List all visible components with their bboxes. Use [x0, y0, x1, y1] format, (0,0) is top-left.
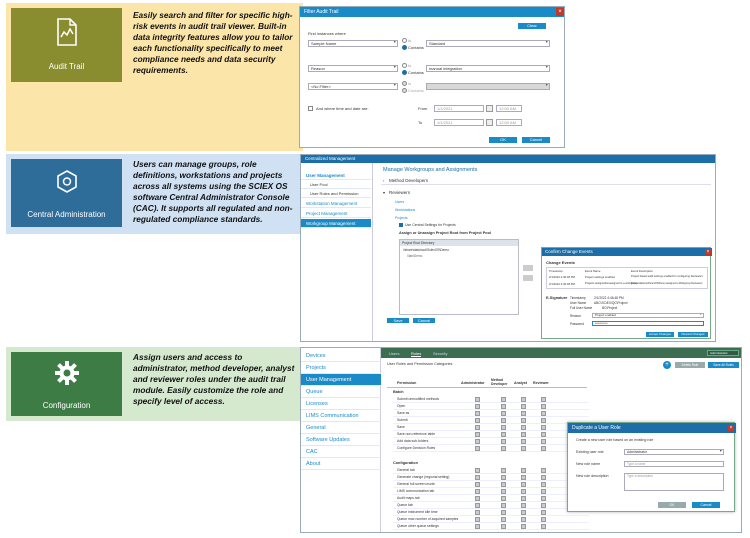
cm-sidebar [301, 163, 373, 342]
permission-row [393, 417, 589, 424]
permission-checkbox[interactable] [541, 404, 546, 409]
sidebar-item-queue[interactable]: Queue [301, 386, 381, 398]
permission-checkbox[interactable] [501, 482, 506, 487]
project-root-header [400, 240, 518, 246]
permission-row [393, 488, 589, 495]
event-name: Projects assigned/unassigned to a workgroup [585, 282, 638, 285]
audit-trail-description: Easily search and filter for specific high-risk events in audit trail viewer. Built-in data integrity features allow you to tailor each functionality specifically to meet compliance needs and data security requirements. [133, 10, 293, 75]
to-date-input[interactable]: 1/1/2021 [434, 119, 484, 126]
permission-checkbox[interactable] [521, 432, 526, 437]
username-value: ABC\SCIEX\QC\Project [594, 301, 628, 305]
filter-contains-radio-2[interactable] [402, 70, 407, 75]
permission-checkbox[interactable] [501, 475, 506, 480]
sub-users-link[interactable]: Users [395, 200, 405, 204]
permission-checkbox[interactable] [501, 446, 506, 451]
permission-label: Save as [397, 411, 410, 415]
permission-checkbox[interactable] [541, 397, 546, 402]
permission-row [393, 403, 589, 410]
sidebar-item-about[interactable]: About [301, 458, 381, 470]
new-role-description-label: New role description [576, 474, 609, 478]
permission-checkbox[interactable] [475, 503, 480, 508]
permission-checkbox[interactable] [501, 524, 506, 529]
sidebar-item-user-management[interactable]: User Management [301, 374, 381, 386]
permission-checkbox[interactable] [475, 418, 480, 423]
events-col-description: Event Description [631, 269, 653, 273]
timestamp-value: 2/1/2022 4:46:48 PM [594, 296, 624, 300]
use-central-label: Use Central Settings for Projects [405, 223, 456, 227]
delete-role-button[interactable]: Delete Role [675, 362, 705, 368]
close-icon[interactable]: × [706, 249, 710, 255]
permission-row [393, 410, 589, 417]
permission-checkbox[interactable] [521, 517, 526, 522]
cm-titlebar [301, 155, 716, 163]
configuration-description: Assign users and access to administrator, method developer, analyst and reviewer roles under the audit trail module. Easily customize the role and specify level of access. [133, 352, 295, 406]
permission-checkbox[interactable] [541, 468, 546, 473]
permission-checkbox[interactable] [521, 475, 526, 480]
permission-row [393, 424, 589, 431]
audit-trail-tile [11, 8, 122, 82]
central-admin-tile [11, 159, 122, 227]
permission-label: Configure Decision Rules [397, 446, 436, 450]
permission-checkbox[interactable] [475, 524, 480, 529]
permission-checkbox[interactable] [475, 489, 480, 494]
filter-is-radio-1[interactable] [402, 38, 407, 43]
nav-user-management[interactable]: User Management [301, 171, 371, 180]
permission-checkbox[interactable] [475, 425, 480, 430]
permission-checkbox[interactable] [501, 468, 506, 473]
permission-checkbox[interactable] [521, 503, 526, 508]
audit-trail-section [6, 3, 742, 151]
configuration-window [300, 347, 742, 533]
permission-label: Queue instrument idle time [397, 510, 438, 514]
chevron-down-icon: ▾ [383, 190, 386, 195]
date-filter-checkbox[interactable] [308, 106, 313, 111]
accept-changes-button[interactable]: Accept Changes [646, 332, 674, 337]
configuration-permissions-group [393, 461, 593, 533]
username-label: User Name [570, 301, 587, 305]
filter-field-select-3[interactable]: <No Filter> ▾ [308, 83, 398, 90]
cm-save-button[interactable]: Save [387, 318, 409, 323]
reviewers-label: Reviewers [389, 190, 411, 195]
col-reviewer: Reviewer [533, 381, 549, 385]
reason-label: Reason [570, 314, 581, 318]
filter-field-select-2[interactable]: Reason ▾ [308, 65, 398, 72]
duplicate-ok-button[interactable]: OK [658, 502, 686, 508]
duplicate-titlebar [568, 423, 736, 433]
permission-label: Audit maps tab [397, 496, 420, 500]
central-admin-section [6, 154, 742, 344]
cube-icon [55, 169, 79, 195]
permission-row [393, 523, 589, 530]
sidebar-item-projects[interactable]: Projects [301, 362, 381, 374]
permission-label: General full screen mode [397, 482, 435, 486]
clear-button[interactable]: Clear [518, 23, 546, 29]
event-timestamp: 2/1/2022 4:46:48 PM [549, 275, 575, 279]
nav-project-management[interactable]: Project Management [301, 209, 371, 218]
permission-checkbox[interactable] [501, 397, 506, 402]
col-permission: Permission [397, 381, 417, 385]
new-role-description-input[interactable]: Type a description [624, 473, 724, 491]
confirm-change-dialog [541, 247, 711, 339]
duplicate-intro: Create a new user role based on an existing role [576, 438, 654, 442]
event-name: Project settings enabled [585, 275, 615, 279]
move-arrow-button-2[interactable] [523, 275, 533, 281]
config-sidebar [301, 348, 381, 533]
filter-contains-label-2: Contains [408, 70, 424, 75]
permission-checkbox[interactable] [521, 411, 526, 416]
duplicate-role-dialog [567, 422, 735, 512]
project-root-header-label: Project Root Directory [402, 241, 435, 245]
change-events-label: Change Events [546, 260, 575, 265]
permission-row [393, 481, 589, 488]
permission-checkbox[interactable] [521, 489, 526, 494]
audit-trail-icon [56, 18, 78, 46]
batch-permissions-group [393, 390, 593, 460]
use-central-checkbox[interactable] [399, 223, 403, 227]
filter-contains-radio-3[interactable] [402, 88, 407, 93]
duplicate-cancel-button[interactable]: Cancel [692, 502, 720, 508]
project-root-list [399, 239, 519, 315]
permission-checkbox[interactable] [541, 432, 546, 437]
permission-label: Add data sub-folders [397, 439, 429, 443]
roles-subtitle: User Roles and Permission Categories [387, 362, 453, 366]
permission-row [393, 396, 589, 403]
filter-value-select-2[interactable]: manual integration ▾ [426, 65, 550, 72]
permissions-header [387, 378, 587, 388]
permission-checkbox[interactable] [541, 425, 546, 430]
permission-row [393, 516, 589, 523]
from-date-input[interactable]: 1/1/2021 [434, 105, 484, 112]
nav-user-roles[interactable]: User Roles and Permission [301, 189, 371, 198]
batch-group-label: Batch [393, 390, 404, 394]
to-calendar-icon[interactable] [486, 119, 493, 126]
config-topbar [381, 348, 742, 358]
filter-is-radio-3[interactable] [402, 81, 407, 86]
find-instances-label: Find instances where [308, 31, 346, 36]
permission-checkbox[interactable] [501, 418, 506, 423]
permission-checkbox[interactable] [541, 418, 546, 423]
existing-role-select[interactable]: Administrator ▾ [624, 449, 724, 455]
permission-checkbox[interactable] [501, 503, 506, 508]
tab-roles[interactable]: Roles [411, 351, 422, 356]
configuration-group-label: Configuration [393, 461, 418, 465]
permission-checkbox[interactable] [475, 411, 480, 416]
filter-field-select-1[interactable]: Sample Name ▾ [308, 40, 398, 47]
dialog-titlebar [300, 7, 565, 17]
permission-checkbox[interactable] [521, 524, 526, 529]
filter-is-label-1: Is [408, 38, 412, 43]
permission-label: Save [397, 425, 405, 429]
permission-checkbox[interactable] [541, 489, 546, 494]
permission-checkbox[interactable] [501, 411, 506, 416]
close-icon[interactable]: × [729, 425, 733, 431]
permission-checkbox[interactable] [541, 475, 546, 480]
permission-checkbox[interactable] [475, 404, 480, 409]
from-time-input[interactable]: 12:00 AM [496, 105, 522, 112]
permission-checkbox[interactable] [541, 510, 546, 515]
permission-checkbox[interactable] [521, 496, 526, 501]
discard-changes-button[interactable]: Discard Changes [678, 332, 708, 337]
events-table [546, 267, 708, 289]
tab-security[interactable]: Security [433, 351, 448, 356]
permission-row [393, 438, 589, 445]
configuration-tile [11, 352, 122, 416]
permission-checkbox[interactable] [521, 425, 526, 430]
permission-label: Open [397, 404, 406, 408]
permission-row [393, 509, 589, 516]
existing-role-label: Existing user role [576, 450, 604, 454]
permission-checkbox[interactable] [541, 524, 546, 529]
cm-title: Centralized Management [305, 156, 356, 161]
permission-checkbox[interactable] [521, 397, 526, 402]
permission-checkbox[interactable] [541, 482, 546, 487]
filter-value-select-1[interactable]: Standard ▾ [426, 40, 550, 47]
project-root-item[interactable]: \\share\data\root\SciexOS\Demo [403, 248, 449, 252]
assign-project-root-label: Assign or Unassign Project Root from Project Pool [399, 231, 491, 235]
configuration-caption: Configuration [42, 401, 91, 410]
password-label: Password [570, 322, 584, 326]
permission-checkbox[interactable] [501, 404, 506, 409]
sidebar-item-software-updates[interactable]: Software Updates [301, 434, 381, 446]
permission-row [393, 495, 589, 502]
cancel-button[interactable]: Cancel [522, 137, 550, 143]
from-calendar-icon[interactable] [486, 105, 493, 112]
reason-select[interactable]: Project enabled ▾ [592, 313, 704, 318]
gear-icon [54, 360, 80, 386]
sidebar-item-lims[interactable]: LIMS Communication [301, 410, 381, 422]
permission-checkbox[interactable] [541, 411, 546, 416]
filter-is-label-3: Is [408, 81, 412, 86]
permission-checkbox[interactable] [475, 482, 480, 487]
permission-checkbox[interactable] [475, 468, 480, 473]
filter-contains-radio-1[interactable] [402, 45, 407, 50]
permission-checkbox[interactable] [541, 439, 546, 444]
permission-checkbox[interactable] [501, 510, 506, 515]
configuration-section [6, 347, 742, 535]
esignature-label: E-Signature [546, 296, 568, 300]
permission-row [393, 431, 589, 438]
permission-checkbox[interactable] [541, 496, 546, 501]
new-role-name-label: New role name [576, 462, 601, 466]
permission-checkbox[interactable] [541, 446, 546, 451]
confirm-title: Confirm Change Events [545, 249, 593, 254]
to-time-input[interactable]: 12:00 AM [496, 119, 522, 126]
permission-checkbox[interactable] [521, 468, 526, 473]
centralized-management-window [300, 154, 716, 342]
permission-checkbox[interactable] [475, 517, 480, 522]
permission-row [393, 467, 589, 474]
permission-checkbox[interactable] [501, 425, 506, 430]
cm-main-title: Manage Workgroups and Assignments [383, 167, 478, 173]
permission-checkbox[interactable] [501, 489, 506, 494]
to-label: To [418, 120, 423, 125]
date-filter-label: And where time and date are: [316, 106, 369, 111]
permission-checkbox[interactable] [521, 446, 526, 451]
method-developers-label: Method Developers [389, 178, 429, 183]
permission-checkbox[interactable] [475, 496, 480, 501]
password-input[interactable]: •••••••••••• [592, 321, 704, 326]
add-role-icon[interactable]: + [663, 361, 671, 369]
nav-user-pool[interactable]: User Pool [301, 180, 371, 189]
permission-checkbox[interactable] [475, 475, 480, 480]
filter-contains-label-3: Contains [408, 88, 424, 93]
event-timestamp: 2/1/2022 4:46:48 PM [549, 282, 575, 286]
sidebar-item-general[interactable]: General [301, 422, 381, 434]
permission-checkbox[interactable] [501, 439, 506, 444]
permission-row [393, 502, 589, 509]
events-col-timestamp: Timestamp [549, 269, 563, 273]
permission-label: LIMS communication tab [397, 489, 435, 493]
permission-checkbox[interactable] [501, 517, 506, 522]
filter-audit-trail-dialog [299, 6, 565, 148]
duplicate-title: Duplicate a User Role [572, 425, 621, 431]
central-admin-caption: Central Administration [27, 210, 106, 219]
permission-checkbox[interactable] [501, 432, 506, 437]
sub-projects-link[interactable]: Projects [395, 216, 408, 220]
permission-label: General tab [397, 468, 415, 472]
filter-is-label-2: Is [408, 63, 412, 68]
role-select[interactable]: Administrator ▾ [707, 350, 739, 356]
confirm-titlebar [542, 248, 712, 256]
permission-checkbox[interactable] [541, 503, 546, 508]
chevron-right-icon: › [383, 178, 385, 183]
permission-checkbox[interactable] [521, 482, 526, 487]
permission-label: Queue max number of acquired samples [397, 517, 459, 521]
audit-trail-caption: Audit Trail [48, 62, 85, 71]
permission-checkbox[interactable] [541, 517, 546, 522]
fullname-label: Full User Name [570, 306, 593, 310]
permission-checkbox[interactable] [521, 510, 526, 515]
permission-checkbox[interactable] [521, 404, 526, 409]
permission-label: Submit unmodified methods [397, 397, 440, 401]
sidebar-item-licenses[interactable]: Licenses [301, 398, 381, 410]
permission-checkbox[interactable] [521, 418, 526, 423]
sub-workstations-link[interactable]: Workstations [395, 208, 416, 212]
tab-users[interactable]: Users [389, 351, 400, 356]
permission-label: Generate change (regional setting) [397, 475, 450, 479]
permission-checkbox[interactable] [475, 439, 480, 444]
permission-row [393, 474, 589, 481]
permission-checkbox[interactable] [521, 439, 526, 444]
permission-checkbox[interactable] [501, 496, 506, 501]
close-icon[interactable]: × [556, 8, 564, 16]
cm-cancel-button[interactable]: Cancel [413, 318, 435, 323]
permission-label: Queue tab [397, 503, 413, 507]
permission-checkbox[interactable] [475, 397, 480, 402]
col-analyst: Analyst [514, 381, 527, 385]
method-developers-row[interactable] [381, 177, 711, 185]
permission-label: Submit [397, 418, 408, 422]
dialog-title: Filter Audit Trail [304, 9, 339, 15]
fullname-value: BC\Project [602, 306, 618, 310]
col-administrator: Administrator [461, 381, 485, 385]
timestamp-label: Timestamp [570, 296, 586, 300]
permission-row [393, 445, 589, 452]
nav-workstation-management[interactable]: Workstation Management [301, 199, 371, 208]
save-all-roles-button[interactable]: Save All Roles [708, 362, 739, 368]
permission-label: Queue other queue settings [397, 524, 439, 528]
filter-contains-label-1: Contains [408, 45, 424, 50]
from-label: From [418, 106, 428, 111]
events-col-name: Event Name [585, 269, 601, 273]
project-root-item[interactable]: \\lab\Demo [407, 254, 423, 258]
permission-checkbox[interactable] [475, 510, 480, 515]
sidebar-item-cac[interactable]: CAC [301, 446, 381, 458]
col-method-developer: Method Developer [491, 378, 508, 386]
central-admin-description: Users can manage groups, role definitions, workstations and projects across all systems using the SCIEX OS software Central Administrator Console (CAC). It supports all regulated and non-regulated compliance standards. [133, 159, 293, 224]
sidebar-item-devices[interactable]: Devices [301, 350, 381, 362]
filter-is-radio-2[interactable] [402, 63, 407, 68]
event-description: Project based audit settings enabled for configuring Reviewers [631, 275, 703, 278]
move-arrow-button[interactable] [523, 265, 533, 271]
permission-checkbox[interactable] [475, 432, 480, 437]
event-description: \\share\data\root\SciexOS\Demo assigned to Workgroup Reviewers [631, 282, 703, 285]
permission-checkbox[interactable] [475, 446, 480, 451]
filter-value-select-3[interactable] [426, 83, 550, 90]
ok-button[interactable]: OK [489, 137, 517, 143]
new-role-name-input[interactable]: Type a name [624, 461, 724, 467]
nav-workgroup-management[interactable]: Workgroup Management [301, 219, 371, 228]
reviewers-row[interactable] [381, 189, 711, 197]
permission-label: Save non-reference table [397, 432, 436, 436]
